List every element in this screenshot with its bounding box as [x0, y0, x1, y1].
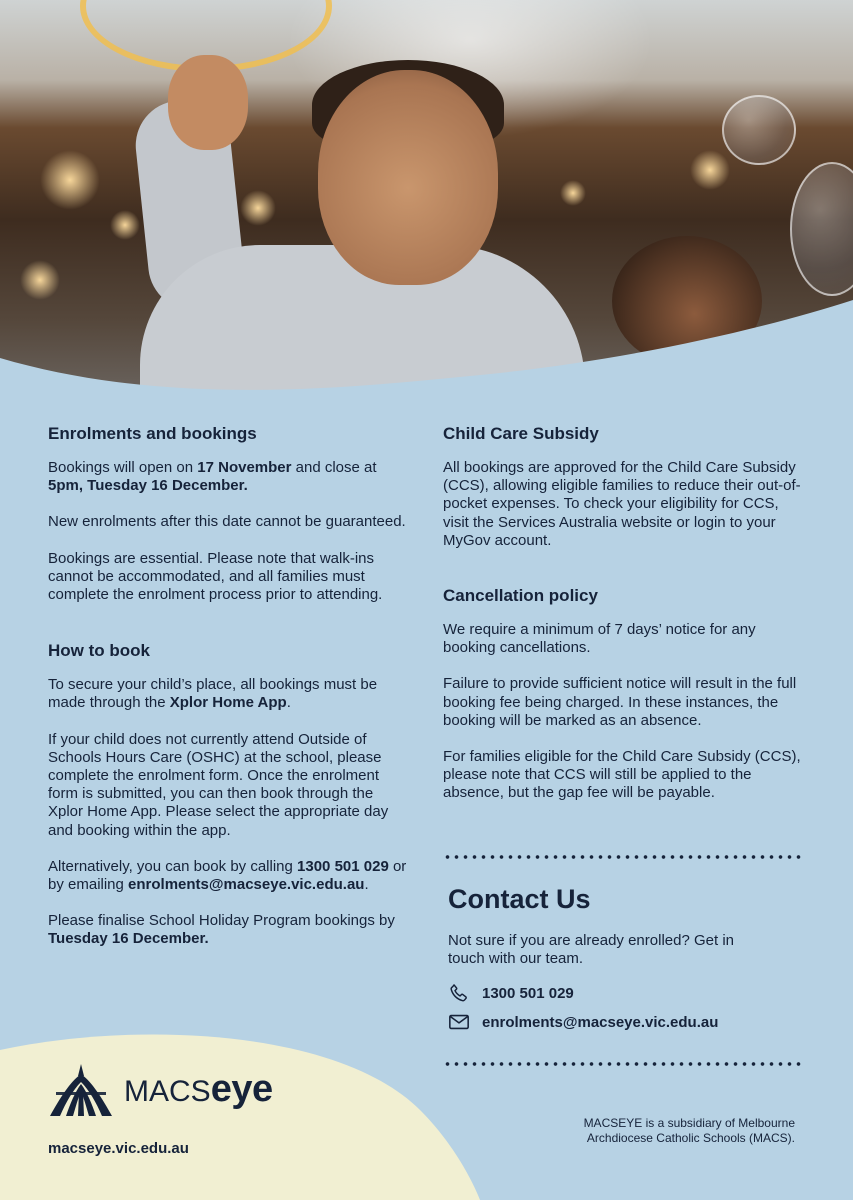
cancellation-heading: Cancellation policy — [443, 586, 598, 606]
website-link[interactable]: macseye.vic.edu.au — [48, 1140, 189, 1157]
contact-phone-row[interactable] — [448, 982, 574, 1004]
how-to-book-paragraph-1: To secure your child’s place, all bookings must be made through the Xplor Home App. — [48, 676, 378, 712]
contact-intro — [448, 932, 748, 968]
how-to-book-paragraph-3: Alternatively, you can book by calling 1300 501 029 or by emailing enrolments@macseye.vic.edu.au. — [48, 857, 407, 894]
mail-icon — [448, 1012, 470, 1032]
how-to-book-paragraph-4: Please finalise School Holiday Program bookings by Tuesday 16 December. — [48, 912, 395, 948]
cancellation-paragraph-1: We require a minimum of 7 days’ notice for any booking cancellations. — [443, 621, 756, 657]
ccs-paragraph: All bookings are approved for the Child Care Subsidy (CCS), allowing eligible families to reduce their out-of-pocket expenses. To check your eligibility for CCS, visit the Services Australia website or login to your MyGov account. — [443, 459, 801, 549]
contact-title: Contact Us — [448, 884, 591, 914]
cancellation-paragraph-2: Failure to provide sufficient notice will result in the full booking fee being charged. In these instances, the booking will be marked as an absence. — [443, 675, 797, 729]
left-column — [48, 424, 408, 949]
contact-intro-text: Not sure if you are already enrolled? Get in touch with our team. — [448, 932, 734, 968]
dotted-divider-top — [443, 854, 803, 860]
macseye-logo — [48, 1062, 273, 1118]
ccs-heading: Child Care Subsidy — [443, 424, 599, 443]
right-column — [443, 424, 805, 803]
how-to-book-heading: How to book — [48, 641, 150, 661]
how-to-book-paragraph-2: If your child does not currently attend Outside of Schools Hours Care (OSHC) at the school, please complete the enrolment form. Once the enrolment form is submitted, you can then book through the Xplor Home App. Please select the appropriate day and booking within the app. — [48, 730, 389, 839]
subsidiary-note: MACSEYE is a subsidiary of Melbourne Archdiocese Catholic Schools (MACS). — [583, 1116, 795, 1145]
contact-phone[interactable]: 1300 501 029 — [482, 984, 574, 1002]
enrolments-heading: Enrolments and bookings — [48, 424, 257, 443]
email-link-inline[interactable]: enrolments@macseye.vic.edu.au — [128, 876, 365, 894]
wave-divider — [0, 290, 853, 410]
dotted-divider-bottom — [443, 1061, 803, 1067]
enrolments-paragraph-2: New enrolments after this date cannot be guaranteed. — [48, 513, 406, 531]
enrolments-paragraph-3: Bookings are essential. Please note that walk-ins cannot be accommodated, and all families must complete the enrolment process prior to attending. — [48, 549, 383, 604]
phone-icon — [448, 982, 470, 1004]
enrolments-paragraph-1: Bookings will open on 17 November and close at 5pm, Tuesday 16 December. — [48, 459, 377, 495]
contact-email[interactable]: enrolments@macseye.vic.edu.au — [482, 1013, 719, 1031]
cancellation-paragraph-3: For families eligible for the Child Care Subsidy (CCS), please note that CCS will still be applied to the absence, but the gap fee will be payable. — [443, 748, 801, 802]
macseye-logo-mark-icon — [48, 1062, 114, 1118]
macseye-wordmark: MACSeye — [124, 1067, 273, 1110]
contact-email-row[interactable] — [448, 1012, 718, 1032]
